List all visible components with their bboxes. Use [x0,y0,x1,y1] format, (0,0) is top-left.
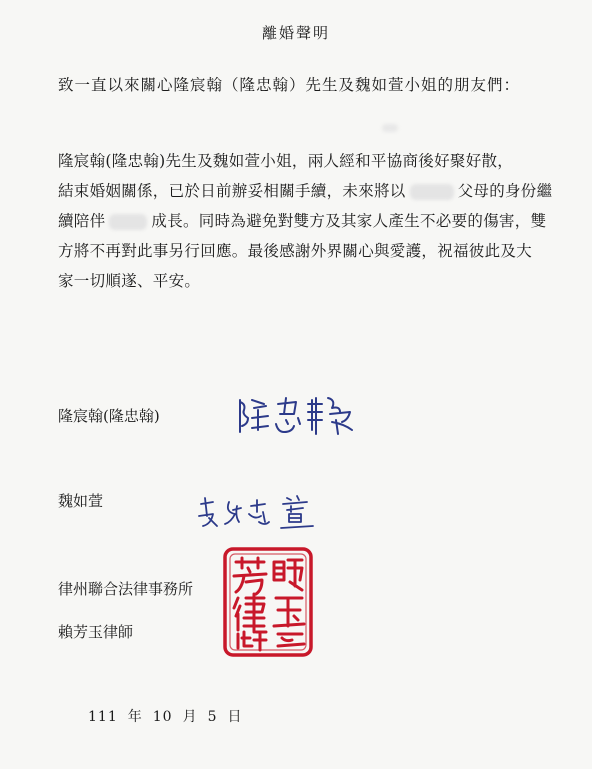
blurred-smudge [382,124,398,132]
signature-1-handwritten [232,390,362,440]
date-day-unit: 日 [227,709,243,725]
greeting-line: 致一直以來關心隆宸翰（隆忠翰）先生及魏如萱小姐的朋友們： [58,76,521,94]
redacted-name [410,184,454,200]
date-day: 5 [207,709,218,725]
body-line-4: 方將不再對此事另行回應。最後感謝外界關心與愛護，祝福彼此及大 [58,242,533,260]
signature-2-handwritten [195,492,320,537]
date-year: 111 [88,709,118,725]
body-line-2-end: 父母的身份繼 [457,182,553,200]
body-line-1: 隆宸翰(隆忠翰)先生及魏如萱小姐，兩人經和平協商後好聚好散， [58,152,514,170]
body-line-5: 家一切順遂、平安。 [58,272,201,290]
body-line-2 [58,176,558,206]
body-line-3-end: 成長。同時為避免對雙方及其家人產生不必要的傷害，雙 [151,212,547,230]
body-line-3 [58,206,558,236]
date-month-unit: 月 [182,709,198,725]
lawyer-name: 賴芳玉律師 [58,623,134,641]
body-line-2-start: 結束婚姻關係，已於日前辦妥相關手續，未來將以 [58,182,406,200]
signatory-1-name: 隆宸翰(隆忠翰) [58,407,160,425]
statement-date [88,706,252,726]
body-line-3-start: 續陪伴 [58,212,106,230]
date-year-unit: 年 [127,709,143,725]
date-month: 10 [152,709,173,725]
law-firm-name: 律州聯合法律事務所 [58,580,194,598]
signatory-2-name: 魏如萱 [58,492,104,510]
document-title: 離婚聲明 [261,24,330,42]
lawyer-seal-stamp [222,546,314,658]
statement-body [58,146,558,296]
redacted-name [109,214,147,230]
